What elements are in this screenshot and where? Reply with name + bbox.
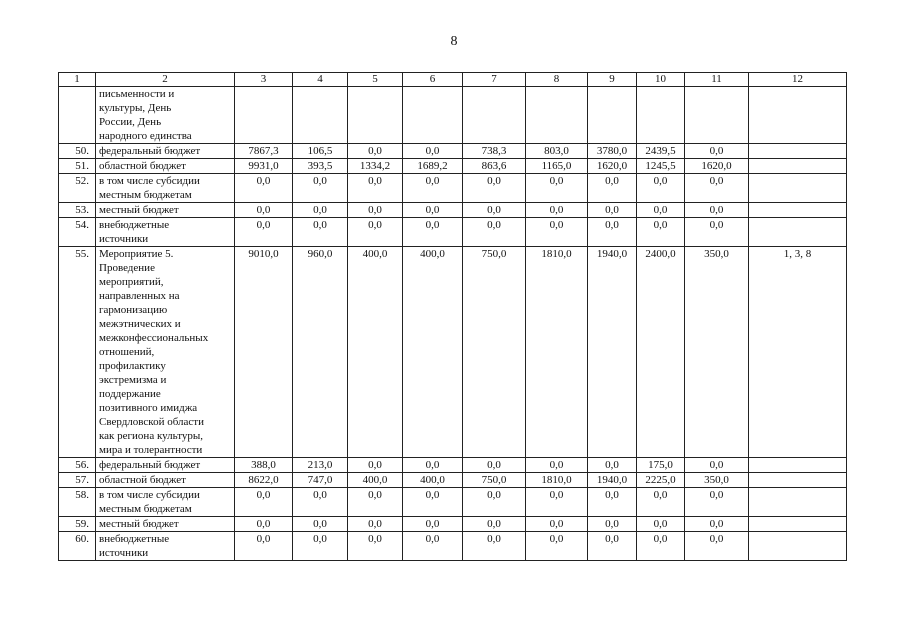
description-line: как региона культуры,: [99, 430, 204, 442]
value-cell: 0,0: [685, 203, 749, 218]
value-cell: 388,0: [235, 458, 293, 473]
value-cell: 1940,0: [588, 473, 637, 488]
value-cell: 1334,2: [348, 159, 403, 174]
target-indicators: [749, 144, 847, 159]
value-cell: 0,0: [403, 488, 463, 517]
value-cell: 0,0: [348, 532, 403, 561]
value-cell: 0,0: [463, 532, 526, 561]
value-cell: [293, 87, 348, 144]
value-cell: 2439,5: [637, 144, 685, 159]
value-cell: 0,0: [588, 517, 637, 532]
value-cell: [526, 87, 588, 144]
value-cell: [637, 87, 685, 144]
table-row: [59, 87, 847, 144]
value-cell: 350,0: [685, 247, 749, 458]
column-header: 10: [637, 73, 685, 87]
value-cell: 106,5: [293, 144, 348, 159]
description-line: культуры, День: [99, 102, 172, 114]
row-description: [96, 218, 235, 247]
value-cell: 0,0: [526, 532, 588, 561]
value-cell: 393,5: [293, 159, 348, 174]
row-number: 57.: [59, 473, 96, 488]
description-line: внебюджетные: [99, 219, 170, 231]
value-cell: 0,0: [348, 458, 403, 473]
value-cell: 803,0: [526, 144, 588, 159]
target-indicators: [749, 488, 847, 517]
value-cell: 0,0: [588, 458, 637, 473]
value-cell: 400,0: [403, 247, 463, 458]
description-line: направленных на: [99, 290, 180, 302]
value-cell: 0,0: [685, 517, 749, 532]
value-cell: 0,0: [235, 218, 293, 247]
value-cell: 1620,0: [588, 159, 637, 174]
row-number: [59, 87, 96, 144]
row-description: [96, 203, 235, 218]
row-description: [96, 473, 235, 488]
value-cell: 7867,3: [235, 144, 293, 159]
value-cell: 0,0: [685, 144, 749, 159]
row-number: 53.: [59, 203, 96, 218]
value-cell: 0,0: [588, 532, 637, 561]
value-cell: [685, 87, 749, 144]
row-number: 52.: [59, 174, 96, 203]
table-row: [59, 247, 847, 458]
table-row: [59, 458, 847, 473]
header-row: [59, 73, 847, 87]
value-cell: 0,0: [526, 218, 588, 247]
value-cell: 0,0: [463, 218, 526, 247]
value-cell: 738,3: [463, 144, 526, 159]
value-cell: 0,0: [348, 144, 403, 159]
value-cell: 1940,0: [588, 247, 637, 458]
description-line: Мероприятие 5.: [99, 248, 174, 260]
description-line: народного единства: [99, 130, 192, 142]
table-row: [59, 517, 847, 532]
table-row: [59, 532, 847, 561]
value-cell: 0,0: [588, 174, 637, 203]
description-line: России, День: [99, 116, 162, 128]
column-header: 7: [463, 73, 526, 87]
description-line: гармонизацию: [99, 304, 168, 316]
description-line: местным бюджетам: [99, 189, 192, 201]
page-number: 8: [450, 34, 458, 49]
description-line: Свердловской области: [99, 416, 204, 428]
value-cell: 0,0: [403, 532, 463, 561]
value-cell: 350,0: [685, 473, 749, 488]
column-header: 6: [403, 73, 463, 87]
table-row: [59, 488, 847, 517]
value-cell: 0,0: [526, 174, 588, 203]
value-cell: 213,0: [293, 458, 348, 473]
table-row: [59, 203, 847, 218]
value-cell: 400,0: [348, 473, 403, 488]
value-cell: 1165,0: [526, 159, 588, 174]
value-cell: 0,0: [403, 218, 463, 247]
description-line: в том числе субсидии: [99, 489, 200, 501]
row-number: 59.: [59, 517, 96, 532]
description-line: местным бюджетам: [99, 503, 192, 515]
column-header: 4: [293, 73, 348, 87]
value-cell: 2400,0: [637, 247, 685, 458]
value-cell: 0,0: [235, 517, 293, 532]
value-cell: 0,0: [293, 517, 348, 532]
value-cell: 0,0: [588, 218, 637, 247]
description-line: профилактику: [99, 360, 166, 372]
value-cell: 750,0: [463, 247, 526, 458]
column-header: 9: [588, 73, 637, 87]
description-line: внебюджетные: [99, 533, 170, 545]
row-number: 60.: [59, 532, 96, 561]
value-cell: 0,0: [293, 218, 348, 247]
value-cell: 0,0: [685, 532, 749, 561]
value-cell: 0,0: [463, 488, 526, 517]
row-number: 55.: [59, 247, 96, 458]
column-header: 12: [749, 73, 847, 87]
row-number: 54.: [59, 218, 96, 247]
value-cell: 750,0: [463, 473, 526, 488]
value-cell: [463, 87, 526, 144]
table-row: [59, 218, 847, 247]
description-line: местный бюджет: [99, 204, 179, 216]
value-cell: 0,0: [293, 488, 348, 517]
value-cell: 0,0: [463, 203, 526, 218]
value-cell: 8622,0: [235, 473, 293, 488]
value-cell: 0,0: [526, 488, 588, 517]
row-description: [96, 488, 235, 517]
row-number: 58.: [59, 488, 96, 517]
description-line: мероприятий,: [99, 276, 164, 288]
row-description: [96, 517, 235, 532]
description-line: межконфессиональных: [99, 332, 209, 344]
description-line: федеральный бюджет: [99, 459, 201, 471]
value-cell: [588, 87, 637, 144]
table-row: [59, 473, 847, 488]
description-line: межэтнических и: [99, 318, 181, 330]
value-cell: 0,0: [526, 458, 588, 473]
value-cell: 0,0: [637, 517, 685, 532]
value-cell: 0,0: [235, 488, 293, 517]
value-cell: 0,0: [588, 488, 637, 517]
target-indicators: [749, 532, 847, 561]
row-description: [96, 159, 235, 174]
value-cell: 2225,0: [637, 473, 685, 488]
value-cell: 0,0: [293, 532, 348, 561]
target-indicators: [749, 473, 847, 488]
target-indicators: [749, 517, 847, 532]
value-cell: 0,0: [685, 458, 749, 473]
value-cell: 0,0: [637, 488, 685, 517]
target-indicators: 1, 3, 8: [749, 247, 847, 458]
value-cell: 1689,2: [403, 159, 463, 174]
value-cell: [348, 87, 403, 144]
value-cell: 175,0: [637, 458, 685, 473]
row-number: 56.: [59, 458, 96, 473]
column-header: 5: [348, 73, 403, 87]
value-cell: 0,0: [403, 144, 463, 159]
value-cell: [235, 87, 293, 144]
description-line: в том числе субсидии: [99, 175, 200, 187]
row-description: [96, 87, 235, 144]
value-cell: 0,0: [293, 203, 348, 218]
value-cell: 863,6: [463, 159, 526, 174]
value-cell: 0,0: [348, 203, 403, 218]
value-cell: 0,0: [235, 203, 293, 218]
value-cell: 0,0: [637, 532, 685, 561]
value-cell: 0,0: [637, 218, 685, 247]
table-row: [59, 159, 847, 174]
value-cell: 0,0: [526, 517, 588, 532]
description-line: источники: [99, 547, 149, 559]
description-line: позитивного имиджа: [99, 402, 198, 414]
description-line: местный бюджет: [99, 518, 179, 530]
value-cell: 1810,0: [526, 247, 588, 458]
value-cell: 0,0: [403, 174, 463, 203]
value-cell: 0,0: [463, 174, 526, 203]
value-cell: 1245,5: [637, 159, 685, 174]
value-cell: 1810,0: [526, 473, 588, 488]
table-body: [59, 73, 847, 561]
value-cell: [403, 87, 463, 144]
row-number: 51.: [59, 159, 96, 174]
target-indicators: [749, 87, 847, 144]
description-line: областной бюджет: [99, 160, 186, 172]
target-indicators: [749, 458, 847, 473]
value-cell: 0,0: [403, 517, 463, 532]
description-line: областной бюджет: [99, 474, 186, 486]
value-cell: 0,0: [293, 174, 348, 203]
value-cell: 9010,0: [235, 247, 293, 458]
value-cell: 0,0: [685, 174, 749, 203]
row-description: [96, 144, 235, 159]
row-description: [96, 174, 235, 203]
value-cell: 0,0: [348, 218, 403, 247]
value-cell: 9931,0: [235, 159, 293, 174]
description-line: мира и толерантности: [99, 444, 203, 456]
value-cell: 0,0: [348, 517, 403, 532]
row-description: [96, 532, 235, 561]
value-cell: 0,0: [403, 458, 463, 473]
description-line: источники: [99, 233, 149, 245]
value-cell: 0,0: [235, 174, 293, 203]
value-cell: 0,0: [588, 203, 637, 218]
description-line: поддержание: [99, 388, 161, 400]
value-cell: 747,0: [293, 473, 348, 488]
description-line: письменности и: [99, 88, 175, 100]
row-number: 50.: [59, 144, 96, 159]
value-cell: 0,0: [463, 517, 526, 532]
value-cell: 400,0: [348, 247, 403, 458]
column-header: 11: [685, 73, 749, 87]
value-cell: 0,0: [526, 203, 588, 218]
table-row: [59, 144, 847, 159]
column-header: 1: [59, 73, 96, 87]
value-cell: 0,0: [637, 203, 685, 218]
value-cell: 1620,0: [685, 159, 749, 174]
value-cell: 400,0: [403, 473, 463, 488]
target-indicators: [749, 159, 847, 174]
budget-table: [58, 72, 847, 561]
value-cell: 0,0: [463, 458, 526, 473]
column-header: 2: [96, 73, 235, 87]
target-indicators: [749, 174, 847, 203]
value-cell: 960,0: [293, 247, 348, 458]
value-cell: 0,0: [235, 532, 293, 561]
row-description: [96, 458, 235, 473]
row-description: [96, 247, 235, 458]
value-cell: 3780,0: [588, 144, 637, 159]
column-header: 3: [235, 73, 293, 87]
description-line: отношений,: [99, 346, 155, 358]
column-header: 8: [526, 73, 588, 87]
description-line: федеральный бюджет: [99, 145, 201, 157]
target-indicators: [749, 203, 847, 218]
value-cell: 0,0: [403, 203, 463, 218]
value-cell: 0,0: [685, 488, 749, 517]
value-cell: 0,0: [348, 488, 403, 517]
target-indicators: [749, 218, 847, 247]
table-row: [59, 174, 847, 203]
value-cell: 0,0: [637, 174, 685, 203]
value-cell: 0,0: [685, 218, 749, 247]
value-cell: 0,0: [348, 174, 403, 203]
description-line: экстремизма и: [99, 374, 167, 386]
description-line: Проведение: [99, 262, 155, 274]
